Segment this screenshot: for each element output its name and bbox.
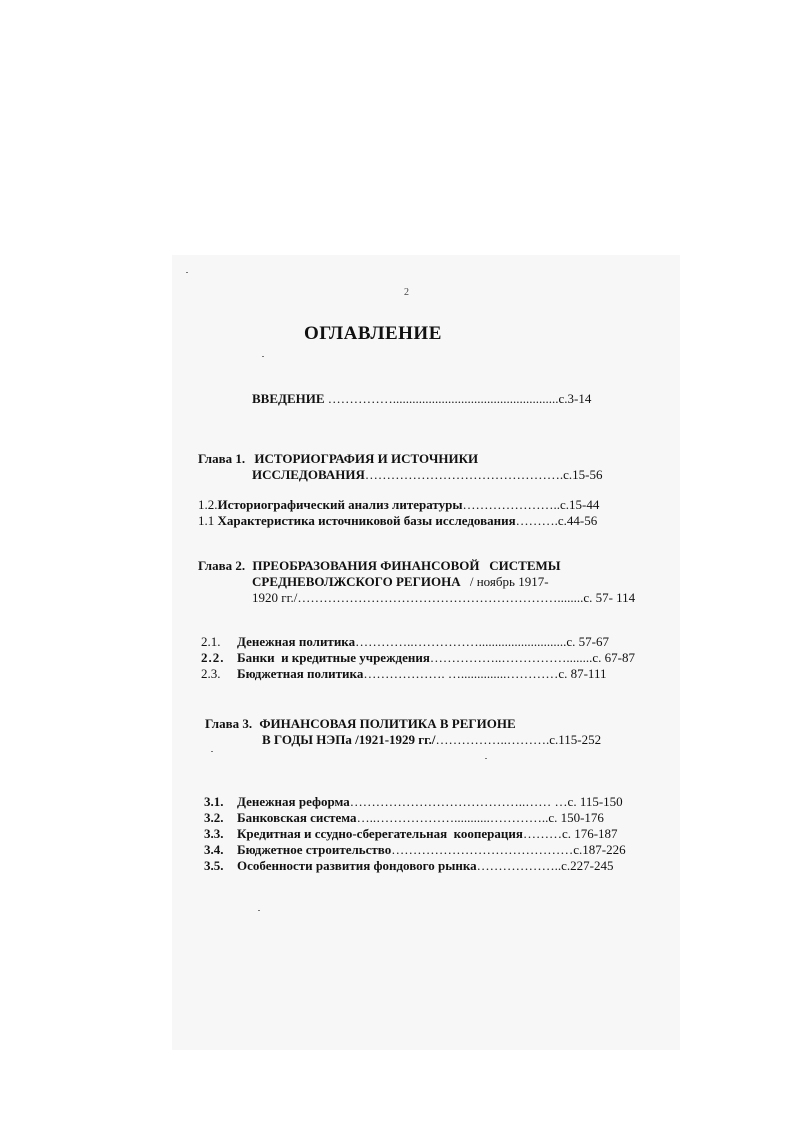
toc-entry-title: Характеристика источниковой базы исследования: [217, 513, 516, 528]
scan-speck: [262, 356, 264, 357]
toc-leader-dots: ……………………………………: [391, 842, 574, 857]
toc-entry-number: 1.2.: [198, 497, 218, 512]
scan-speck: [485, 758, 487, 759]
toc-entry-title: Банковская система: [237, 810, 357, 825]
toc-entry: [201, 666, 606, 682]
toc-entry-number: 2.3.: [201, 666, 221, 681]
toc-entry: [204, 794, 623, 810]
toc-entry: [204, 858, 614, 874]
toc-entry-title: Бюджетное строительство: [237, 842, 392, 857]
toc-leader-dots: ……………..……………........: [429, 650, 593, 665]
chapter-2-heading-line1: [198, 558, 561, 574]
toc-entry: [204, 842, 626, 858]
toc-entry-number: 3.4.: [204, 842, 224, 857]
toc-entry-number: 1.1: [198, 513, 215, 528]
chapter-2-period: / ноябрь 1917-: [469, 574, 549, 589]
toc-page-range: с.115-252: [549, 732, 602, 747]
toc-page-range: с. 57-67: [566, 634, 609, 649]
chapter-3-prefix: Глава 3.: [205, 716, 253, 731]
toc-page-range: с. 150-176: [548, 810, 604, 825]
toc-entry: [201, 650, 635, 666]
toc-leader-dots: ……………………………………….: [364, 467, 564, 482]
toc-leader-dots: ………………..: [476, 858, 562, 873]
toc-leader-dots: ………: [522, 826, 562, 841]
toc-page-range: с. 67-87: [592, 650, 635, 665]
toc-leader-dots: …………..……………...........................: [355, 634, 567, 649]
toc-leader-dots: ……………...................................................: [324, 391, 559, 406]
chapter-2-title: ПРЕОБРАЗОВАНИЯ ФИНАНСОВОЙ СИСТЕМЫ: [252, 558, 561, 573]
toc-entry-number: 2.2.: [201, 650, 225, 665]
toc-page-range: с.187-226: [573, 842, 626, 857]
toc-leader-dots: …..………………...........…………..: [356, 810, 549, 825]
page-title: ОГЛАВЛЕНИЕ: [304, 323, 442, 344]
toc-entry: [204, 810, 604, 826]
chapter-3-heading-line2: [262, 732, 601, 748]
toc-entry-number: 3.3.: [204, 826, 224, 841]
toc-intro-label: ВВЕДЕНИЕ: [252, 391, 325, 406]
toc-leader-dots: ………………. …..............…………: [363, 666, 559, 681]
chapter-3-heading-line1: [205, 716, 516, 732]
toc-leader-dots: ……………..……….: [435, 732, 550, 747]
toc-entry-title: Историографический анализ литературы: [217, 497, 463, 512]
chapter-3-title: ФИНАНСОВАЯ ПОЛИТИКА В РЕГИОНЕ: [259, 716, 516, 731]
chapter-1-heading-line2: [252, 467, 602, 483]
toc-entry-number: 2.1.: [201, 634, 221, 649]
toc-page-range: с.227-245: [561, 858, 614, 873]
toc-leader-dots: ……………………………………………………........: [297, 590, 584, 605]
chapter-2-title-cont: СРЕДНЕВОЛЖСКОГО РЕГИОНА: [252, 574, 461, 589]
toc-entry-title: Денежная реформа: [237, 794, 350, 809]
chapter-2-heading-line2: [252, 574, 549, 590]
toc-page-range: с. 87-111: [558, 666, 607, 681]
toc-page-range: с.15-56: [563, 467, 603, 482]
toc-page-range: с. 176-187: [561, 826, 618, 841]
toc-entry: [198, 513, 597, 529]
page-number: 2: [404, 287, 409, 298]
chapter-2-period-cont: 1920 гг./: [252, 590, 298, 605]
toc-page-range: с.15-44: [559, 497, 600, 512]
chapter-3-title-cont: В ГОДЫ НЭПа /1921-1929 гг./: [262, 732, 436, 747]
toc-entry: [201, 634, 609, 650]
toc-entry: [198, 497, 599, 513]
toc-leader-dots: …………………..: [462, 497, 560, 512]
toc-entry-number: 3.5.: [204, 858, 224, 873]
toc-entry-title: Банки и кредитные учреждения: [237, 650, 430, 665]
chapter-1-title: ИСТОРИОГРАФИЯ И ИСТОЧНИКИ: [254, 451, 479, 466]
chapter-1-title-cont: ИССЛЕДОВАНИЯ: [252, 467, 365, 482]
chapter-2-heading-line3: [252, 590, 635, 606]
scan-speck: [258, 910, 260, 911]
toc-entry-number: 3.2.: [204, 810, 224, 825]
scan-speck: [211, 751, 213, 752]
toc-leader-dots: …………………………………..…… …: [349, 794, 568, 809]
toc-leader-dots: ……….: [515, 513, 558, 528]
chapter-1-heading-line1: [198, 451, 478, 467]
scan-speck: [186, 272, 188, 273]
chapter-1-prefix: Глава 1.: [198, 451, 246, 466]
toc-page-range: с.44-56: [557, 513, 598, 528]
toc-entry-title: Кредитная и ссудно-сберегательная кооперация: [237, 826, 523, 841]
toc-entry-title: Денежная политика: [237, 634, 356, 649]
toc-entry-intro: [252, 391, 591, 407]
toc-page-range: с. 57- 114: [583, 590, 636, 605]
toc-entry-number: 3.1.: [204, 794, 224, 809]
toc-entry: [204, 826, 618, 842]
toc-entry-title: Бюджетная политика: [237, 666, 364, 681]
toc-entry-title: Особенности развития фондового рынка: [237, 858, 477, 873]
chapter-2-prefix: Глава 2.: [198, 558, 246, 573]
toc-page-range: с.3-14: [558, 391, 592, 406]
toc-page-range: с. 115-150: [567, 794, 623, 809]
